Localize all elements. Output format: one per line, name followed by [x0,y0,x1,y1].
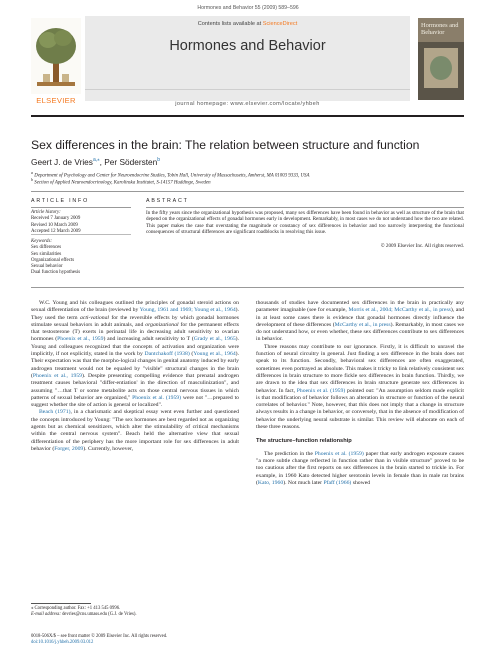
keyword-item: Sexual behavior [31,264,63,270]
author-list [31,157,464,167]
text-run: pointed out: "An assumption seldom made explicit is that modification of behavior follows an alteration in structure or function of the neural correlates of behavior." Note, however, that this does not imply that a change in structure always results in a change in behavior, or conversely, that in the absence of modification of behavior the underlying neural substrate is similar. This review will elaborate on each of these three reasons. [256,387,464,431]
text-run: for the reversible effects by which gonadal hormones stimulate sexual behaviors in adult animals, and [31,314,240,328]
author-name[interactable]: Geert J. de Vries [31,157,93,167]
citation-link[interactable]: Phoenix et al. (1959) [314,450,364,457]
text-run: ), and in at least some cases there is evidence that gonadal hormones directly influence the development of these differences ( [256,307,465,328]
citation-link[interactable]: Phoenix et al., 1959 [32,372,83,379]
text-run: thousands of studies have documented sex differences in the brain in practically any parameter imaginable (see for example, [256,300,464,314]
abstract-text: In the fifty years since the organizational hypothesis was proposed, many sex differences have been found in behavior as well as structure of the brain that depend on the organizational effects of gonadal hormones early in development. Remarkably, in most cases we do not understand how the two are related. This paper makes the case that overstating the magnitude or constancy of sex differences in behavior and too narrowly interpreting the functional consequences of structural differences are significant roadblocks in resolving this issue. [146,210,464,236]
received-date: Received 7 January 2009 [31,216,81,222]
header-rule [31,115,464,117]
cover-illustration-detail [430,56,452,80]
article-info-heading: ARTICLE INFO [31,198,89,204]
front-matter-line: 0018-506X/$ – see front matter © 2009 Elsevier Inc. All rights reserved. [31,634,168,639]
keywords-label: Keywords: [31,239,53,244]
homepage-link[interactable]: www.elsevier.com/locate/yhbeh [230,101,320,107]
author-separator: , [99,157,105,167]
citation-link[interactable]: Young, 1961 and 1969; Young et al., 1964 [139,307,236,314]
author-name[interactable]: Per Södersten [104,157,158,167]
citation-link[interactable]: Morris et al., 2004; McCarthy et al., in press [348,307,451,314]
email-label: E-mail address: [31,612,61,617]
accepted-date: Accepted 12 March 2009 [31,228,81,234]
body-paragraph [31,300,239,409]
author-affiliation-mark[interactable]: b [157,157,161,164]
text-run: ). Currently, however, [83,445,134,452]
journal-homepage-line [85,101,410,107]
affiliation-mark: a [31,170,34,175]
citation-link[interactable]: Phoenix et al. (1959) [296,387,346,394]
text-run: ). Young and colleagues recognized that the concepts of activation and organization were implicitly, if not explicitly, stated in the work by [31,336,239,358]
citation-link[interactable]: McCarthy et al., in press [334,321,391,328]
history-divider [31,234,131,235]
body-column-right [256,300,464,487]
body-paragraph [256,451,464,487]
text-run: showed [351,479,371,486]
email-address[interactable]: devries@cns.umass.edu (G.J. de Vries). [60,612,137,617]
affiliation-b [31,177,464,187]
text-run: The prediction in the [264,450,315,457]
citation-link[interactable]: Dantchakoff (1938) [144,351,190,358]
body-paragraph [256,300,464,344]
keyword-item: Sex similarities [31,251,62,257]
issn-line [31,634,239,646]
text-run: ). Not much later [283,479,324,486]
citation-link[interactable]: Phoenix et al. (1959) [132,394,182,401]
article-info-rule [31,207,131,208]
emphasis-term: acti-vational [79,314,110,321]
running-head: Hormones and Behavior 55 (2009) 589–596 [197,5,299,11]
citation-link[interactable]: Forger, 2009 [54,445,84,452]
revised-date: Revised 10 March 2009 [31,222,78,228]
text-run: paper that early androgen exposure causes "a more subtle change reflected in function rather than in visible structure" proved to be too cautious after the first reports on sex differences in the brain started to trickle in. For example, in 1960 Kato detected higher serotonin levels in female than in male rat brains ( [256,450,465,486]
corresponding-author-footnote [31,606,239,618]
text-run: ) and increasing adult sensitivity to T ( [103,336,194,343]
journal-title: Hormones and Behavior [169,38,326,54]
abstract-bottom-rule [31,287,464,288]
citation-link[interactable]: Pfaff (1966) [323,479,352,486]
history-label: Article history: [31,210,61,215]
citation-link[interactable]: Young et al., 1964 [193,351,236,358]
citation-link[interactable]: Phoenix et al., 1959 [57,336,104,343]
keyword-item: Dual function hypothesis [31,270,81,276]
footnote-rule [31,603,91,604]
abstract-copyright: © 2009 Elsevier Inc. All rights reserved. [380,243,464,249]
body-paragraph [256,344,464,432]
keywords [31,239,131,277]
text-run: ). Remarkably, in most cases we do not understand how, or even whether, these sex differences contribute to sex differences in behavior. [256,321,465,343]
homepage-prefix: journal homepage: [175,101,231,107]
footnote-text: Corresponding author. Fax: +1 413 545 0996. [33,606,121,611]
publisher-name: ELSEVIER [36,96,76,105]
body-column-left [31,300,239,453]
title-divider [31,191,464,192]
citation-link[interactable]: Beach (1971) [39,409,71,416]
author-affiliation-mark[interactable]: a,⁎ [92,157,100,164]
article-title: Sex differences in the brain: The relation between structure and function [31,138,420,152]
sciencedirect-link[interactable]: ScienceDirect [262,21,298,27]
contents-available-line [85,21,410,27]
section-heading: The structure–function relationship [256,438,352,445]
citation-link[interactable]: Kato, 1960 [257,479,284,486]
text-run: Three reasons may contribute to our ignorance. Firstly, it is difficult to unravel the function of neural circuitry in general. Just finding a sex difference in the brain does not speak to its function. Secondly, behavioral sex differences are often exaggerated, sometimes even portrayed as absolute. This makes it tricky to link relatively consistent sex differences in brain structure to more fickle sex differences in brain function. Thirdly, we are drawn to the idea that sex differences in brain structure generate sex differences in behavior. In fact, [256,343,464,394]
masthead-divider [85,89,410,90]
doi-link[interactable]: doi:10.1016/j.yhbeh.2009.03.012 [31,640,94,645]
journal-cover-thumbnail[interactable] [418,18,464,100]
text-run: ). Despite presenting compelling evidence that prenatal androgen treatment causes behavioral "differ-entiation' in the direction of masculinization", and assuming "…that T or some metabolite acts on those central nervous tissues in which patterns of sexual behavior are organized," [31,372,239,401]
text-run: ). They used the term [31,307,239,321]
affiliation-text: Section of Applied Neuroendocrinology, Karolinska Institutet, S-14157 Huddinge, Sweden [34,180,211,186]
keyword-item: Organizational effects [31,257,75,263]
text-run: ( [189,351,194,358]
text-run: were not "…prepared to suggest whether the site of action is general or localized". [31,394,239,409]
elsevier-tree-logo[interactable] [31,18,81,94]
citation-link[interactable]: Grady et al., 1965 [193,336,236,343]
article-history [31,210,131,235]
contents-prefix: Contents lists available at [197,21,263,27]
affiliation-mark: b [31,177,34,182]
text-run: for the permanent effects that testosterone (T) exerts in perinatal life in decreasing adult sensitivity to ovarian hormones ( [31,321,239,343]
abstract-heading: ABSTRACT [146,198,189,204]
footnote-mark: ⁎ [31,606,34,611]
affiliation-text: Department of Psychology and Center for Neuroendocrine Studies, Tobin Hall, University of Massachusetts, Amherst, MA 01003 9333, USA [34,173,310,179]
text-run: W.C. Young and his colleagues outlined the principles of gonadal steroid actions on sexual differentiation of the brain (reviewed by [31,300,239,314]
cover-title: Hormones and Behavior [421,22,459,36]
abstract-rule [146,207,464,208]
body-paragraph [31,409,239,453]
text-run: , in a charismatic and skeptical essay went even further and questioned the concepts introduced by Young: "The sex hormones are best regarded not as organizing agents but as chemical sensitizers, which alter the stimulability of critical mechanisms within the central nervous system". Beach held the alternative view that sexual differentiation of the periphery has the more important role for sex differences in adult behavior ( [31,409,240,452]
keyword-item: Sex differences [31,245,62,251]
emphasis-term: organizational [145,321,179,328]
text-run: ). Their expectation was that the morpho-logical changes in genital anatomy induced by early androgen treatment would not be equaled by "visible" structural changes in the brain ( [31,351,239,379]
